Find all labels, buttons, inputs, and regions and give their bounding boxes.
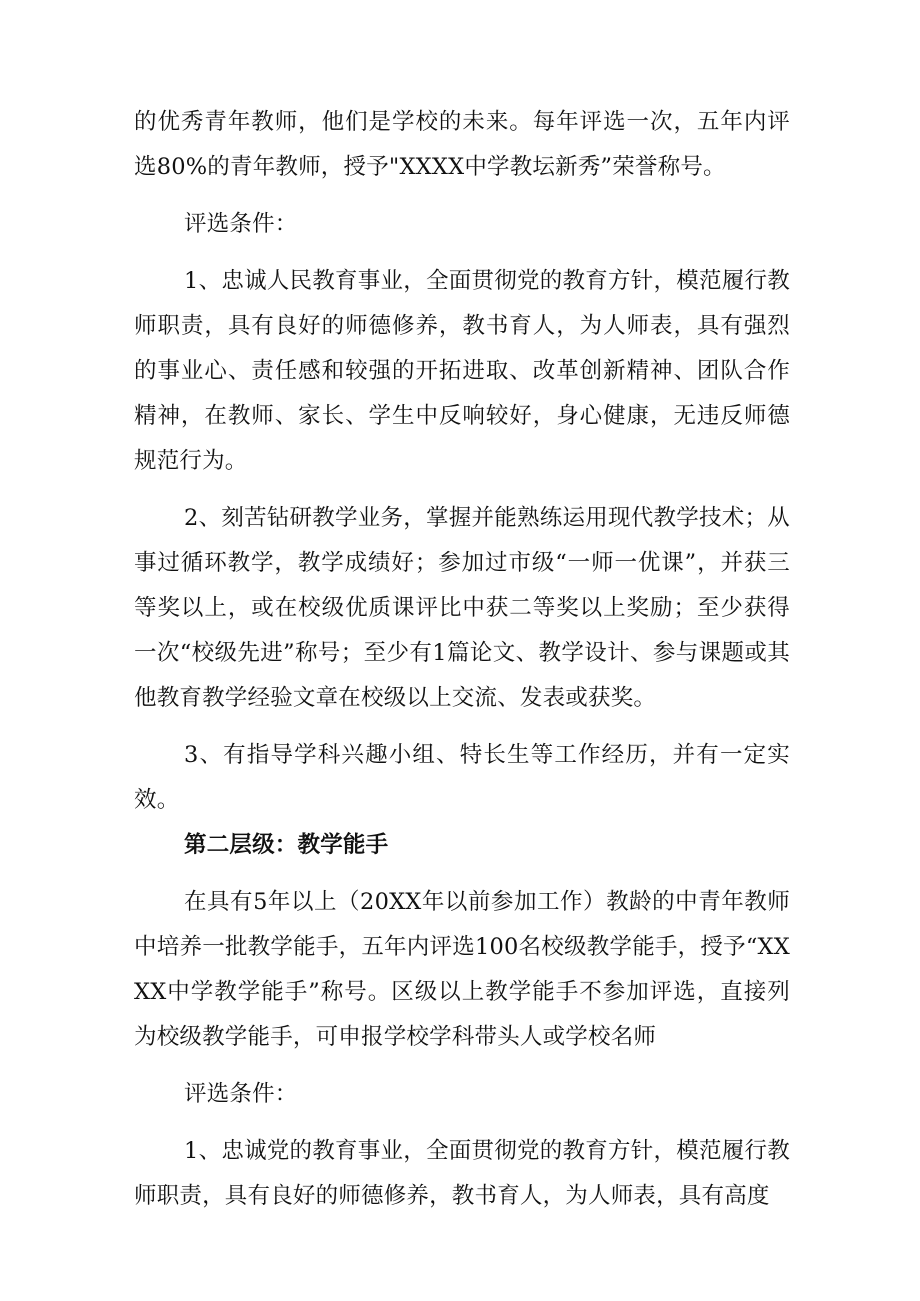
criteria-heading: 评选条件： [184,211,298,237]
section-intro: 在具有5年以上（20XX年以前参加工作）教龄的中青年教师中培养一批教学能手，五年内评选100名校级教学能手，授予“XXXX中学教学能手”称号。区级以上教学能手不参加评选，直接列为校级教学能手，可申报学校学科带头人或学校名师 [134,889,790,1050]
criteria-heading-2: 评选条件： [184,1081,298,1107]
criteria-item-1: 1、忠诚人民教育事业，全面贯彻党的教育方针，模范履行教师职责，具有良好的师德修养，教书育人，为人师表，具有强烈的事业心、责任感和较强的开拓进取、改革创新精神、团队合作精神，在教师、家长、学生中反响较好，身心健康，无违反师德规范行为。 [134,268,790,474]
document-body [134,100,790,1219]
criteria-item-3: 3、有指导学科兴趣小组、特长生等工作经历，并有一定实效。 [134,742,790,813]
section-heading-level-two: 第二层级：教学能手 [184,832,389,858]
criteria-item-2: 2、刻苦钻研教学业务，掌握并能熟练运用现代教学技术；从事过循环教学，教学成绩好；参加过市级“一师一优课”，并获三等奖以上，或在校级优质课评比中获二等奖以上奖励；至少获得一次“校级先进”称号；至少有1篇论文、教学设计、参与课题或其他教育教学经验文章在校级以上交流、发表或获奖。 [134,505,790,711]
criteria-item-1-level-two: 1、忠诚党的教育事业，全面贯彻党的教育方针，模范履行教师职责，具有良好的师德修养，教书育人，为人师表，具有高度 [134,1138,790,1209]
paragraph-continuation: 的优秀青年教师，他们是学校的未来。每年评选一次，五年内评选80%的青年教师，授予"XXXX中学教坛新秀”荣誉称号。 [134,109,790,180]
